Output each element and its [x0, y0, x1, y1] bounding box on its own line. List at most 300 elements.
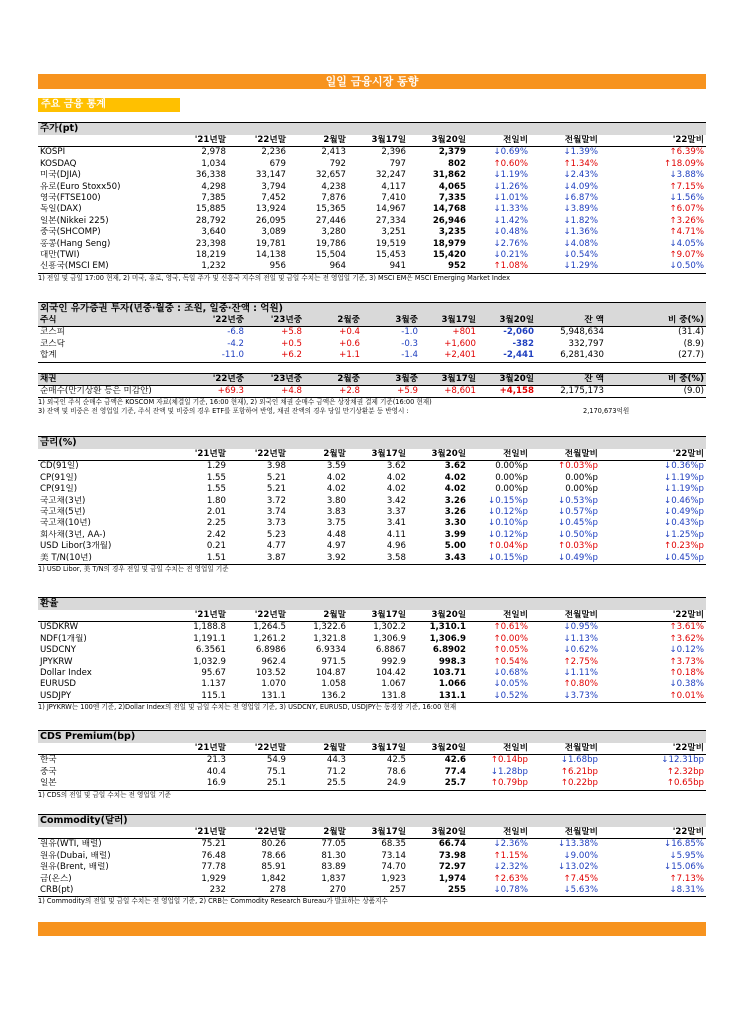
rates-value-cell: 5.21 — [266, 484, 286, 495]
rates-row-name: CD(91일) — [40, 461, 79, 472]
rates-value-cell: 4.02 — [326, 472, 346, 483]
commodity-header-cell: 전일비 — [503, 827, 528, 837]
stocks-value-cell: 18,219 — [195, 250, 226, 261]
fx-value-cell: 131.1 — [261, 690, 286, 701]
fx-change-cell: ↓3.73% — [563, 690, 598, 701]
foreign-stock-value-cell: +6.2 — [281, 350, 302, 361]
fx-change-cell: ↑0.18% — [669, 668, 704, 679]
rates-value-cell: 0.21 — [206, 541, 226, 552]
commodity-value-cell: 77.78 — [201, 862, 226, 873]
commodity-change-cell: ↑2.63% — [493, 873, 528, 884]
stocks-row-name: 영국(FTSE100) — [40, 193, 101, 204]
stocks-value-cell: 31,862 — [432, 170, 466, 181]
foreign-stock-value-cell: +801 — [452, 327, 476, 338]
commodity-value-cell: 255 — [448, 885, 466, 896]
foreign-stock-value-cell: -1.4 — [401, 350, 418, 361]
foreign-stock-table — [38, 315, 706, 363]
foreign-bond-table — [38, 373, 706, 399]
stocks-value-cell: 15,420 — [432, 250, 466, 261]
fx-value-cell: 1,310.1 — [429, 622, 466, 633]
foreign-stock-header-cell: 3월20일 — [499, 315, 534, 325]
rates-change-cell: ↓0.49%p — [558, 552, 598, 563]
stocks-value-cell: 7,452 — [261, 193, 286, 204]
commodity-change-cell: ↓13.02% — [558, 862, 598, 873]
stocks-header-cell: 2월말 — [323, 135, 346, 145]
rates-header-cell — [38, 449, 168, 461]
commodity-section — [38, 814, 706, 906]
stocks-value-cell: 15,504 — [315, 250, 346, 261]
stocks-value-cell: 32,247 — [375, 170, 406, 181]
rates-value-cell: 4.02 — [444, 472, 466, 483]
stocks-change-cell: ↓2.43% — [563, 170, 598, 181]
fx-header-cell: 전일비 — [503, 610, 528, 620]
stocks-change-cell: ↓1.26% — [493, 181, 528, 192]
stocks-title: 주가(pt) — [38, 122, 706, 135]
rates-value-cell: 1.55 — [206, 484, 226, 495]
rates-row-name: 국고채(3년) — [40, 495, 86, 506]
foreign-stock-header-cell: 3월중 — [395, 315, 418, 325]
stocks-row — [38, 239, 706, 250]
stocks-row-name: 대만(TWI) — [40, 250, 80, 261]
commodity-value-cell: 257 — [389, 885, 406, 896]
commodity-value-cell: 77.05 — [321, 839, 346, 850]
fx-value-cell: 6.3561 — [195, 645, 226, 656]
fx-value-cell: 1,302.2 — [373, 622, 406, 633]
cds-footnote: 1) CDS의 전일 및 금일 수치는 전 영업일 기준 — [38, 790, 171, 799]
rates-value-cell: 1.29 — [206, 461, 226, 472]
stocks-value-cell: 956 — [269, 261, 286, 272]
commodity-row — [38, 839, 706, 851]
stocks-value-cell: 28,792 — [195, 215, 226, 226]
rates-header-cell: 3월20일 — [431, 449, 466, 459]
rates-value-cell: 2.01 — [206, 507, 226, 518]
rates-change-cell: ↑0.04%p — [488, 541, 528, 552]
rates-change-cell: ↓0.10%p — [488, 518, 528, 529]
stocks-change-cell: ↓4.08% — [563, 238, 598, 249]
fx-row — [38, 691, 706, 703]
fx-change-cell: ↑0.61% — [493, 622, 528, 633]
foreign-stock-value-cell: +5.8 — [281, 327, 302, 338]
foreign-bond-row-name: 순매수(만기상환 등은 미감안) — [40, 386, 152, 397]
stocks-value-cell: 27,334 — [375, 215, 406, 226]
fx-value-cell: 104.42 — [375, 668, 406, 679]
stocks-value-cell: 797 — [389, 158, 406, 169]
rates-value-cell: 3.26 — [444, 495, 466, 506]
stocks-change-cell: ↓1.39% — [563, 147, 598, 158]
stocks-change-cell: ↑3.26% — [669, 215, 704, 226]
foreign-bond-value-cell: (9.0) — [683, 386, 704, 397]
fx-change-cell: ↓0.38% — [669, 679, 704, 690]
fx-table — [38, 610, 706, 703]
fx-change-cell: ↓1.13% — [563, 633, 598, 644]
foreign-stock-value-cell: 5,948,634 — [560, 327, 604, 338]
fx-value-cell: 1.070 — [261, 679, 286, 690]
rates-row — [38, 553, 706, 565]
stocks-change-cell: ↓6.87% — [563, 193, 598, 204]
stocks-change-cell: ↓0.48% — [493, 227, 528, 238]
fx-change-cell: ↑0.54% — [493, 656, 528, 667]
commodity-row — [38, 885, 706, 897]
stocks-change-cell: ↓0.69% — [493, 147, 528, 158]
cds-header-cell: '22말비 — [672, 743, 704, 753]
cds-change-cell: ↑6.21bp — [560, 766, 598, 777]
stocks-header-cell: 3월20일 — [431, 135, 466, 145]
rates-value-cell: 3.26 — [444, 507, 466, 518]
stocks-value-cell: 7,335 — [438, 193, 466, 204]
foreign-stock-header-cell: 2월중 — [337, 315, 360, 325]
cds-value-cell: 44.3 — [326, 755, 346, 766]
commodity-change-cell: ↓16.85% — [664, 839, 704, 850]
stocks-header-cell: '22말비 — [672, 135, 704, 145]
stocks-value-cell: 15,453 — [375, 250, 406, 261]
rates-change-cell: ↓0.57%p — [558, 507, 598, 518]
page-subtitle: 주요 금융 통계 — [38, 98, 180, 112]
rates-value-cell: 3.98 — [266, 461, 286, 472]
stocks-change-cell: ↓1.33% — [493, 204, 528, 215]
rates-change-cell: ↓0.15%p — [488, 495, 528, 506]
rates-change-cell: ↑0.03%p — [558, 541, 598, 552]
stocks-change-cell: ↓4.09% — [563, 181, 598, 192]
fx-row-name: USDCNY — [40, 645, 77, 656]
commodity-header-row — [38, 827, 706, 839]
stocks-value-cell: 2,379 — [438, 147, 466, 158]
foreign-bond-header-cell: '23년중 — [270, 373, 302, 384]
rates-value-cell: 3.73 — [266, 518, 286, 529]
cds-value-cell: 25.1 — [266, 778, 286, 789]
rates-section — [38, 436, 706, 574]
stocks-value-cell: 14,967 — [375, 204, 406, 215]
stocks-value-cell: 4,117 — [381, 181, 406, 192]
rates-change-cell: ↓0.49%p — [664, 507, 704, 518]
rates-value-cell: 4.02 — [444, 484, 466, 495]
rates-value-cell: 5.23 — [266, 529, 286, 540]
stocks-change-cell: ↑18.09% — [664, 158, 704, 169]
foreign-bond-value-cell: +4,158 — [499, 386, 534, 397]
bottom-bar — [38, 922, 706, 936]
rates-value-cell: 4.02 — [386, 472, 406, 483]
fx-value-cell: 998.3 — [438, 656, 466, 667]
rates-value-cell: 3.58 — [386, 552, 406, 563]
rates-row — [38, 507, 706, 518]
stocks-value-cell: 26,095 — [255, 215, 286, 226]
rates-value-cell: 3.37 — [386, 507, 406, 518]
fx-value-cell: 131.1 — [438, 690, 466, 701]
fx-section — [38, 597, 706, 712]
cds-header-cell: 2월말 — [323, 743, 346, 753]
stocks-change-cell: ↓2.76% — [493, 238, 528, 249]
foreign-bond-value-cell: 2,175,173 — [560, 386, 604, 397]
commodity-value-cell: 75.21 — [201, 839, 226, 850]
cds-header-row — [38, 743, 706, 755]
stocks-change-cell: ↑7.15% — [669, 181, 704, 192]
cds-value-cell: 25.7 — [444, 778, 466, 789]
rates-value-cell: 4.11 — [386, 529, 406, 540]
rates-footnote: 1) USD Libor, 美 T/N의 경우 전일 및 금일 수치는 전 영업일 기준 — [38, 565, 229, 574]
stocks-value-cell: 4,298 — [201, 181, 226, 192]
commodity-header-cell: '22말비 — [672, 827, 704, 837]
foreign-bond-header-cell: 잔 액 — [584, 373, 604, 384]
cds-row-name: 일본 — [40, 778, 57, 789]
stocks-row — [38, 216, 706, 227]
stocks-value-cell: 33,147 — [255, 170, 286, 181]
rates-change-cell: ↑0.03%p — [558, 461, 598, 472]
foreign-bond-header-cell: 3월중 — [395, 373, 418, 384]
stocks-row-name: 일본(Nikkei 225) — [40, 215, 109, 226]
commodity-table — [38, 827, 706, 897]
cds-header-cell: 전월말비 — [564, 743, 598, 753]
fx-row-name: JPYKRW — [40, 656, 73, 667]
stocks-header-cell: '21년말 — [194, 135, 226, 145]
fx-change-cell: ↓0.05% — [493, 679, 528, 690]
stocks-value-cell: 3,640 — [201, 227, 226, 238]
rates-change-cell: 0.00%p — [565, 484, 598, 495]
stocks-value-cell: 23,398 — [195, 238, 226, 249]
fx-value-cell: 104.87 — [315, 668, 346, 679]
commodity-change-cell: ↓2.36% — [493, 839, 528, 850]
fx-change-cell: ↑3.73% — [669, 656, 704, 667]
fx-row — [38, 657, 706, 668]
fx-change-cell: ↓0.52% — [493, 690, 528, 701]
commodity-header-cell: '21년말 — [194, 827, 226, 837]
stocks-row — [38, 182, 706, 193]
rates-value-cell: 3.30 — [444, 518, 466, 529]
cds-change-cell: ↓12.31bp — [661, 755, 704, 766]
fx-value-cell: 103.52 — [255, 668, 286, 679]
commodity-change-cell: ↓5.95% — [669, 850, 704, 861]
commodity-header-cell: 전월말비 — [564, 827, 598, 837]
fx-header-cell: '22말비 — [672, 610, 704, 620]
fx-header-row — [38, 610, 706, 622]
fx-value-cell: 1,261.2 — [253, 633, 286, 644]
stocks-row-name: KOSDAQ — [40, 158, 77, 169]
commodity-value-cell: 68.35 — [381, 839, 406, 850]
stocks-value-cell: 32,657 — [315, 170, 346, 181]
cds-change-cell: ↑0.22bp — [560, 778, 598, 789]
stocks-change-cell: ↓3.88% — [669, 170, 704, 181]
cds-value-cell: 71.2 — [326, 766, 346, 777]
stocks-value-cell: 3,794 — [261, 181, 286, 192]
commodity-value-cell: 1,837 — [321, 873, 346, 884]
stocks-value-cell: 952 — [448, 261, 466, 272]
foreign-bond-header-cell: 3월17일 — [441, 373, 476, 384]
rates-value-cell: 3.83 — [326, 507, 346, 518]
commodity-value-cell: 232 — [209, 885, 226, 896]
commodity-change-cell: ↓5.63% — [563, 885, 598, 896]
commodity-value-cell: 76.48 — [201, 850, 226, 861]
stocks-row-name: 신흥국(MSCI EM) — [40, 261, 109, 272]
foreign-bond-value-cell: +69.3 — [217, 386, 244, 397]
stocks-value-cell: 4,238 — [321, 181, 346, 192]
fx-row — [38, 645, 706, 656]
foreign-bond-value-cell: +2.8 — [339, 386, 360, 397]
commodity-value-cell: 278 — [269, 885, 286, 896]
rates-row-name: 국고채(5년) — [40, 507, 86, 518]
stocks-row-name: 홍콩(Hang Seng) — [40, 238, 111, 249]
foreign-footnote-2 — [38, 407, 706, 416]
fx-header-cell: '22년말 — [254, 610, 286, 620]
fx-change-cell: ↓0.62% — [563, 645, 598, 656]
foreign-stock-value-cell: -1.0 — [401, 327, 418, 338]
stocks-row-name: 유로(Euro Stoxx50) — [40, 181, 121, 192]
cds-value-cell: 77.4 — [444, 766, 466, 777]
commodity-value-cell: 73.14 — [381, 850, 406, 861]
fx-header-cell: '21년말 — [194, 610, 226, 620]
foreign-stock-row-name: 합계 — [40, 350, 57, 361]
fx-header-cell: 3월20일 — [431, 610, 466, 620]
stocks-value-cell: 18,979 — [432, 238, 466, 249]
stocks-row — [38, 227, 706, 238]
commodity-change-cell: ↑7.45% — [563, 873, 598, 884]
fx-row — [38, 679, 706, 690]
fx-value-cell: 1,321.8 — [313, 633, 346, 644]
fx-footnote: 1) JPYKRW는 100엔 기준, 2)Dollar Index의 전일 및 금일 수치는 전 영업일 기준, 3) USDCNY, EURUSD, USDJPY는 동경장 기준, 16:00 현재 — [38, 703, 457, 712]
stocks-row-name: KOSPI — [40, 147, 66, 158]
stocks-value-cell: 2,978 — [201, 147, 226, 158]
foreign-footnote-2-text: 3) 잔액 및 비중은 전 영업일 기준, 주식 잔액 및 비중의 경우 ETF를 포함하여 반영, 채권 잔액의 경우 당일 만기상환분 등 반영시 : — [38, 407, 409, 416]
rates-header-cell: 전일비 — [503, 449, 528, 459]
fx-change-cell: ↑0.01% — [669, 690, 704, 701]
cds-change-cell: ↑0.14bp — [490, 755, 528, 766]
foreign-stock-header-cell: 3월17일 — [441, 315, 476, 325]
rates-change-cell: ↑0.23%p — [664, 541, 704, 552]
rates-change-cell: 0.00%p — [565, 472, 598, 483]
commodity-header-cell: '22년말 — [254, 827, 286, 837]
stocks-change-cell: ↑9.07% — [669, 250, 704, 261]
rates-value-cell: 3.74 — [266, 507, 286, 518]
stocks-value-cell: 14,768 — [432, 204, 466, 215]
stocks-row — [38, 261, 706, 273]
commodity-change-cell: ↓15.06% — [664, 862, 704, 873]
cds-value-cell: 54.9 — [266, 755, 286, 766]
rates-header-cell: 2월말 — [323, 449, 346, 459]
stocks-change-cell: ↑0.60% — [493, 158, 528, 169]
page-title: 일일 금융시장 동향 — [38, 74, 706, 89]
fx-row-name: NDF(1개월) — [40, 633, 87, 644]
commodity-row-name: 원유(Dubai, 배럴) — [40, 850, 111, 861]
foreign-stock-row-name: 코스피 — [40, 327, 65, 338]
foreign-stock-value-cell: -2,060 — [503, 327, 534, 338]
rates-change-cell: ↓1.19%p — [664, 472, 704, 483]
commodity-change-cell: ↑1.15% — [493, 850, 528, 861]
rates-row-name: CP(91일) — [40, 472, 78, 483]
cds-title: CDS Premium(bp) — [38, 730, 706, 743]
commodity-header-cell: 3월20일 — [431, 827, 466, 837]
stocks-change-cell: ↓4.05% — [669, 238, 704, 249]
stocks-change-cell: ↑6.39% — [669, 147, 704, 158]
rates-row — [38, 530, 706, 541]
rates-row — [38, 496, 706, 507]
commodity-value-cell: 83.89 — [321, 862, 346, 873]
stocks-change-cell: ↓1.29% — [563, 261, 598, 272]
rates-value-cell: 3.92 — [326, 552, 346, 563]
rates-row-name: 회사채(3년, AA-) — [40, 529, 106, 540]
fx-value-cell: 1,032.9 — [193, 656, 226, 667]
stocks-value-cell: 4,065 — [438, 181, 466, 192]
stocks-value-cell: 19,519 — [375, 238, 406, 249]
stocks-row — [38, 159, 706, 170]
fx-change-cell: ↓0.95% — [563, 622, 598, 633]
foreign-section — [38, 302, 706, 416]
stocks-value-cell: 3,235 — [438, 227, 466, 238]
commodity-change-cell: ↓8.31% — [669, 885, 704, 896]
cds-header-cell: '22년말 — [254, 743, 286, 753]
rates-change-cell: ↓0.12%p — [488, 529, 528, 540]
foreign-stock-value-cell: -6.8 — [227, 327, 244, 338]
stocks-row — [38, 170, 706, 181]
fx-header-cell: 전월말비 — [564, 610, 598, 620]
foreign-stock-header-cell: '23년중 — [270, 315, 302, 325]
stocks-value-cell: 3,089 — [261, 227, 286, 238]
rates-change-cell: ↓0.12%p — [488, 507, 528, 518]
fx-value-cell: 1,306.9 — [373, 633, 406, 644]
commodity-header-cell: 3월17일 — [371, 827, 406, 837]
rates-row-name: 美 T/N(10년) — [40, 552, 92, 563]
stocks-value-cell: 2,396 — [381, 147, 406, 158]
stocks-row — [38, 147, 706, 159]
stocks-value-cell: 2,236 — [261, 147, 286, 158]
cds-header-cell — [38, 743, 168, 755]
cds-header-cell: '21년말 — [194, 743, 226, 753]
commodity-value-cell: 73.98 — [438, 850, 466, 861]
fx-change-cell: ↑2.75% — [563, 656, 598, 667]
cds-header-cell: 전일비 — [503, 743, 528, 753]
foreign-stock-value-cell: 332,797 — [568, 338, 604, 349]
cds-value-cell: 16.9 — [206, 778, 226, 789]
foreign-stock-value-cell: -11.0 — [221, 350, 244, 361]
rates-row — [38, 484, 706, 495]
foreign-stock-value-cell: -0.3 — [401, 338, 418, 349]
commodity-change-cell: ↓9.00% — [563, 850, 598, 861]
foreign-stock-value-cell: -2,441 — [503, 350, 534, 361]
commodity-value-cell: 80.26 — [261, 839, 286, 850]
fx-row-name: Dollar Index — [40, 668, 92, 679]
commodity-value-cell: 78.66 — [261, 850, 286, 861]
foreign-stock-header-row — [38, 315, 706, 327]
rates-change-cell: ↓0.50%p — [558, 529, 598, 540]
stocks-change-cell: ↓0.21% — [493, 250, 528, 261]
cds-row-name: 중국 — [40, 766, 57, 777]
stocks-row — [38, 193, 706, 204]
rates-value-cell: 3.72 — [266, 495, 286, 506]
stocks-value-cell: 3,280 — [321, 227, 346, 238]
fx-row — [38, 634, 706, 645]
stocks-change-cell: ↓1.36% — [563, 227, 598, 238]
stocks-header-cell: 3월17일 — [371, 135, 406, 145]
stocks-table — [38, 135, 706, 274]
foreign-stock-value-cell: +1.1 — [339, 350, 360, 361]
stocks-change-cell: ↑1.34% — [563, 158, 598, 169]
rates-value-cell: 4.77 — [266, 541, 286, 552]
cds-row — [38, 767, 706, 778]
foreign-stock-value-cell: +1,600 — [444, 338, 476, 349]
foreign-bond-header-cell: 2월중 — [337, 373, 360, 384]
stocks-value-cell: 7,876 — [321, 193, 346, 204]
commodity-change-cell: ↓13.38% — [558, 839, 598, 850]
foreign-title: 외국인 유가증권 투자(년중·월중 : 조원, 일중·잔액 : 억원) — [38, 302, 706, 315]
fx-value-cell: 1,306.9 — [429, 633, 466, 644]
commodity-row-name: CRB(pt) — [40, 885, 74, 896]
foreign-stock-value-cell: +0.4 — [339, 327, 360, 338]
rates-value-cell: 4.02 — [386, 484, 406, 495]
foreign-stock-header-cell: 잔 액 — [584, 315, 604, 325]
stocks-change-cell: ↓1.19% — [493, 170, 528, 181]
stocks-value-cell: 15,885 — [195, 204, 226, 215]
rates-value-cell: 4.48 — [326, 529, 346, 540]
stocks-row — [38, 250, 706, 261]
rates-change-cell: ↓0.45%p — [558, 518, 598, 529]
stocks-row-name: 독일(DAX) — [40, 204, 82, 215]
cds-value-cell: 24.9 — [386, 778, 406, 789]
